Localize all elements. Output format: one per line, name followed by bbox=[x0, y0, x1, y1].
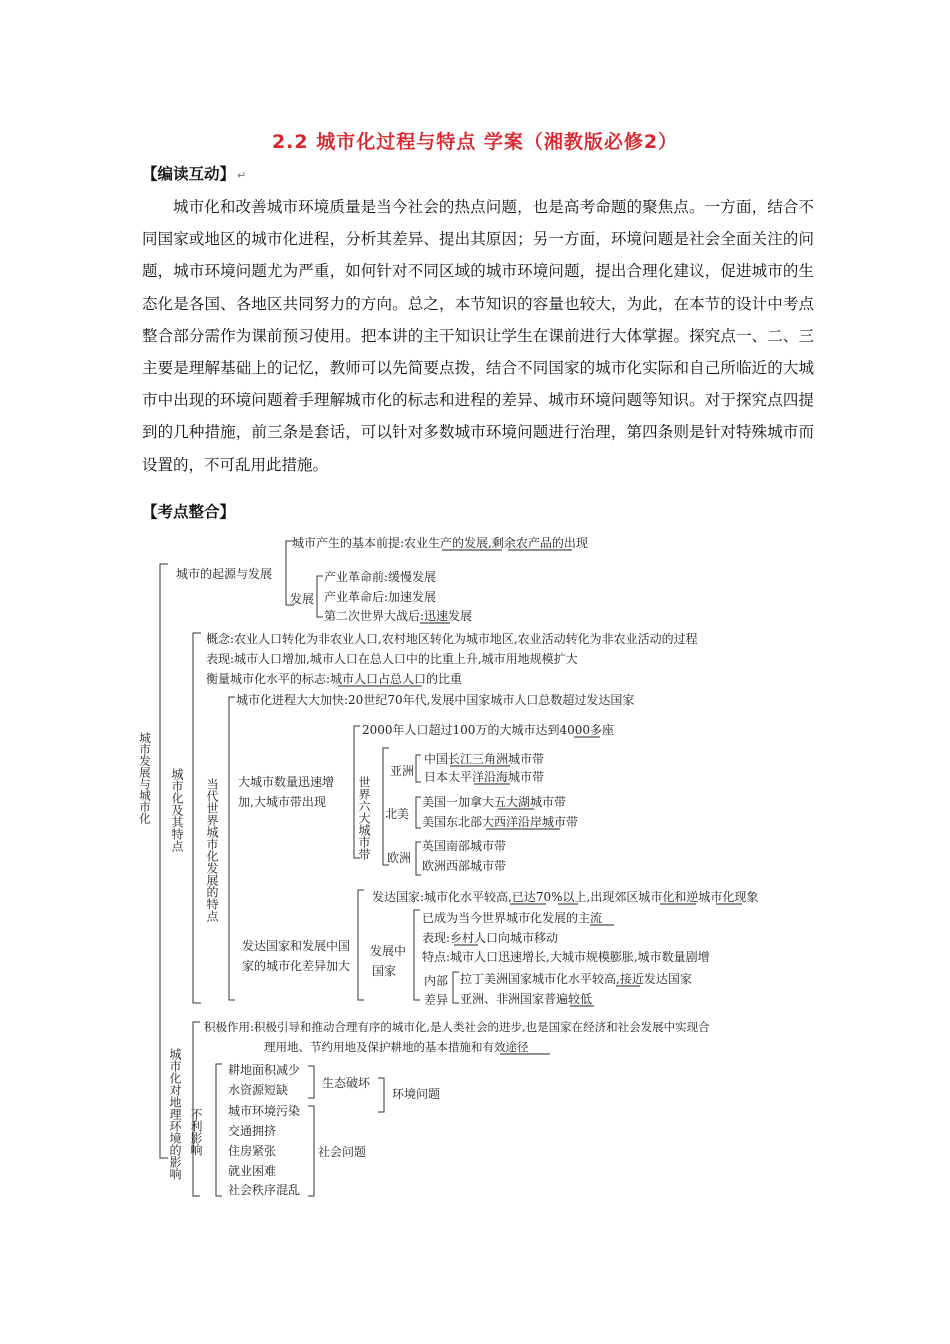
section-heading-reading-text: 【编读互动】 bbox=[142, 165, 236, 183]
developing-item: 已成为当今世界城市化发展的主流 bbox=[422, 911, 603, 925]
social-label: 社会问题 bbox=[318, 1145, 367, 1159]
negative-label: 不利影响 bbox=[189, 1108, 203, 1156]
internal-item: 拉丁美洲国家城市化水平较高,接近发达国家 bbox=[460, 972, 692, 986]
urbanization-measure: 衡量城市化水平的标志:城市人口占总人口的比重 bbox=[206, 672, 463, 686]
root-bracket bbox=[160, 564, 168, 1158]
intro-paragraph: 城市化和改善城市环境质量是当今社会的热点问题，也是高考命题的聚焦点。一方面，结合不同国家或地区的城市化进程，分析其差异、提出其原因；另一方面，环境问题是社会全面关注的问题，城市环境问题尤为严重，如何针对不同区域的城市环境问题，提出合理化建议，促进城市的生态化是各国、各地区共同努力的方向。总之，本节知识的容量也较大，为此，在本节的设计中考点整合部分需作为课前预习使用。把本讲的主干知识让学生在课前进行大体掌握。探究点一、二、三主要是理解基础上的记忆，教师可以先简要点拨，结合不同国家的城市化实际和自己所临近的大城市中出现的环境问题着手理解城市化的标志和进程的差异、城市环境问题等知识。对于探究点四提到的几种措施，前三条是套话，可以针对多数城市环境问题进行治理，第四条则是针对特殊城市而设置的，不可乱用此措施。 bbox=[142, 198, 814, 474]
eco-item: 耕地面积减少 bbox=[228, 1063, 301, 1077]
developed-countries: 发达国家:城市化水平较高,已达70%以上,出现郊区城市化和逆城市化现象 bbox=[372, 890, 759, 904]
six-belts-label: 世界六大城市带 bbox=[357, 776, 371, 860]
impact-positive-line2: 理用地、节约用地及保护耕地的基本措施和有效途径 bbox=[264, 1040, 529, 1054]
eu-belt: 英国南部城市带 bbox=[422, 839, 507, 853]
asia-belt: 中国长江三角洲城市带 bbox=[424, 752, 545, 766]
modern-accel: 城市化进程大大加快:20世纪70年代,发展中国家城市人口总数超过发达国家 bbox=[236, 693, 635, 707]
impact-positive-line1: 积极作用:积极引导和推动合理有序的城市化,是人类社会的进步,也是国家在经济和社会发展中实现合 bbox=[204, 1020, 710, 1034]
developing-item: 特点:城市人口迅速增长,大城市规模膨胀,城市数量剧增 bbox=[422, 950, 710, 964]
urbanization-bracket bbox=[193, 633, 201, 1003]
eco-item: 水资源短缺 bbox=[228, 1083, 289, 1097]
na-bracket bbox=[416, 797, 421, 828]
root-label: 城市发展与城市化 bbox=[138, 732, 152, 824]
paragraph-mark: ↵ bbox=[237, 169, 247, 182]
eco-label: 生态破坏 bbox=[322, 1076, 371, 1090]
developing-item: 表现:乡村人口向城市移动 bbox=[422, 931, 559, 945]
developing-bracket bbox=[414, 910, 420, 1000]
asia-label: 亚洲 bbox=[390, 764, 415, 778]
diff-bracket bbox=[358, 890, 364, 1000]
origin-premise: 城市产生的基本前提:农业生产的发展,剩余农产品的出现 bbox=[292, 536, 588, 550]
modern-bracket bbox=[229, 697, 235, 1000]
social-item: 社会秩序混乱 bbox=[228, 1183, 301, 1197]
social-item: 城市环境污染 bbox=[228, 1104, 301, 1118]
env-label: 环境问题 bbox=[392, 1087, 441, 1101]
social-bracket bbox=[308, 1106, 314, 1196]
page-title: 2.2 城市化过程与特点 学案（湘教版必修2） bbox=[271, 131, 679, 153]
bigcity-label-line2: 加,大城市带出现 bbox=[238, 795, 326, 809]
dev-bracket bbox=[317, 576, 323, 617]
internal-bracket bbox=[453, 972, 459, 1003]
urbanization-label: 城市化及其特点 bbox=[170, 768, 184, 852]
origin-dev-label: 发展 bbox=[290, 592, 315, 606]
million-cities: 2000年人口超过100万的大城市达到4000多座 bbox=[362, 723, 614, 737]
asia-bracket bbox=[416, 755, 421, 782]
internal-item: 亚洲、非洲国家普遍较低 bbox=[460, 992, 593, 1006]
na-label: 北美 bbox=[385, 807, 410, 821]
diff-label-line2: 家的城市化差异加大 bbox=[242, 959, 351, 973]
developing-label-line2: 国家 bbox=[372, 964, 397, 978]
asia-belt: 日本太平洋沿海城市带 bbox=[424, 770, 545, 784]
section-heading-exam: 【考点整合】 bbox=[142, 503, 236, 521]
eu-bracket bbox=[416, 842, 421, 875]
social-item: 住房紧张 bbox=[228, 1144, 277, 1158]
urbanization-concept: 概念:农业人口转化为非农业人口,农村地区转化为城市地区,农业活动转化为非农业活动的过程 bbox=[206, 632, 698, 646]
internal-label-line1: 内部 bbox=[424, 974, 449, 988]
eu-label: 欧洲 bbox=[387, 851, 412, 865]
origin-label: 城市的起源与发展 bbox=[176, 567, 273, 581]
developing-label-line1: 发展中 bbox=[370, 944, 407, 958]
na-belt: 美国东北部大西洋沿岸城市带 bbox=[422, 815, 579, 829]
origin-dev-item: 产业革命后:加速发展 bbox=[324, 590, 437, 604]
modern-label: 当代世界城市化发展的特点 bbox=[205, 778, 219, 922]
diff-label-line1: 发达国家和发展中国 bbox=[242, 939, 351, 953]
internal-label-line2: 差异 bbox=[424, 993, 449, 1007]
eu-belt: 欧洲西部城市带 bbox=[422, 859, 507, 873]
na-belt: 美国一加拿大五大湖城市带 bbox=[422, 795, 567, 809]
negative-bracket bbox=[216, 1064, 222, 1196]
urbanization-signs: 表现:城市人口增加,城市人口在总人口中的比重上升,城市用地规模扩大 bbox=[206, 652, 578, 666]
social-item: 就业困难 bbox=[228, 1164, 277, 1178]
social-item: 交通拥挤 bbox=[228, 1124, 277, 1138]
env-bracket bbox=[378, 1078, 384, 1112]
eco-bracket bbox=[308, 1066, 314, 1098]
origin-dev-item: 第二次世界大战后:迅速发展 bbox=[324, 609, 473, 623]
bigcity-label-line1: 大城市数量迅速增 bbox=[238, 775, 335, 789]
origin-dev-item: 产业革命前:缓慢发展 bbox=[324, 570, 437, 584]
impact-label: 城市化对地理环境的影响 bbox=[168, 1048, 182, 1180]
